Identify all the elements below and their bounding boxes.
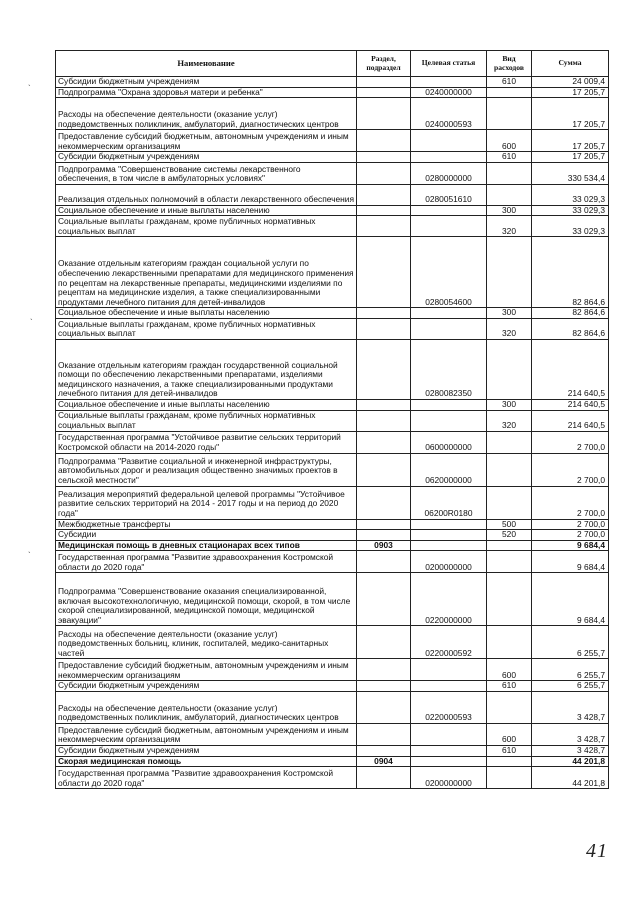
row-sum: 6 255,7 (532, 681, 609, 692)
row-name: Предоставление субсидий бюджетным, автономным учреждениям и иным некоммерческим организациям (56, 723, 357, 745)
row-target (411, 77, 487, 88)
row-section (357, 98, 411, 130)
row-expense-type (487, 691, 532, 723)
row-name: Оказание отдельным категориям граждан государственной социальной помощи по обеспечению лекарственными препаратами, изделиями медицинского назначения, а также специализированными продуктами лечебного питания для детей-инвалидов (56, 339, 357, 399)
table-row (56, 573, 609, 626)
row-target: 0200000000 (411, 767, 487, 789)
row-sum: 9 684,4 (532, 573, 609, 626)
table-row (56, 184, 609, 205)
row-target: 0280054600 (411, 237, 487, 308)
row-expense-type: 300 (487, 399, 532, 410)
row-expense-type (487, 339, 532, 399)
row-name: Субсидии (56, 530, 357, 541)
row-expense-type (487, 162, 532, 184)
table-body (56, 77, 609, 789)
table-row (56, 77, 609, 88)
row-section (357, 767, 411, 789)
row-section (357, 486, 411, 519)
row-sum: 33 029,3 (532, 205, 609, 216)
row-name: Социальное обеспечение и иные выплаты населению (56, 205, 357, 216)
margin-mark: ` (28, 551, 31, 560)
row-expense-type: 610 (487, 77, 532, 88)
row-section (357, 551, 411, 573)
row-sum: 33 029,3 (532, 184, 609, 205)
row-section (357, 87, 411, 98)
header-sum: Сумма (532, 51, 609, 77)
row-section (357, 318, 411, 339)
row-target: 0220000000 (411, 573, 487, 626)
row-target (411, 399, 487, 410)
row-section (357, 339, 411, 399)
row-sum: 2 700,0 (532, 519, 609, 530)
table-row (56, 399, 609, 410)
row-section: 0903 (357, 540, 411, 551)
row-section (357, 410, 411, 431)
table-row (56, 691, 609, 723)
row-expense-type (487, 540, 532, 551)
table-row (56, 130, 609, 152)
table-row (56, 530, 609, 541)
row-section (357, 162, 411, 184)
row-expense-type (487, 756, 532, 767)
row-target: 0240000593 (411, 98, 487, 130)
row-target (411, 152, 487, 163)
table-row (56, 756, 609, 767)
row-sum: 214 640,5 (532, 399, 609, 410)
table-row (56, 745, 609, 756)
row-section (357, 152, 411, 163)
row-section (357, 77, 411, 88)
row-expense-type (487, 551, 532, 573)
table-row (56, 540, 609, 551)
table-row (56, 98, 609, 130)
row-target: 0280082350 (411, 339, 487, 399)
row-sum: 214 640,5 (532, 410, 609, 431)
row-sum: 82 864,6 (532, 318, 609, 339)
row-name: Медицинская помощь в дневных стационарах всех типов (56, 540, 357, 551)
row-target: 0280000000 (411, 162, 487, 184)
row-expense-type (487, 767, 532, 789)
row-sum: 82 864,6 (532, 237, 609, 308)
row-target: 06200R0180 (411, 486, 487, 519)
row-target (411, 540, 487, 551)
budget-table (55, 50, 609, 789)
row-name: Социальное обеспечение и иные выплаты населению (56, 308, 357, 319)
row-section (357, 216, 411, 237)
page-number: 41 (586, 840, 608, 862)
row-sum: 6 255,7 (532, 626, 609, 659)
header-expense-type: Вид расходов (487, 51, 532, 77)
row-section (357, 453, 411, 486)
row-name: Межбюджетные трансферты (56, 519, 357, 530)
row-target (411, 756, 487, 767)
row-sum: 17 205,7 (532, 130, 609, 152)
row-target: 0280051610 (411, 184, 487, 205)
table-row (56, 767, 609, 789)
row-section (357, 691, 411, 723)
row-sum: 24 009,4 (532, 77, 609, 88)
table-row (56, 519, 609, 530)
table-row (56, 659, 609, 681)
row-expense-type: 600 (487, 659, 532, 681)
row-name: Подпрограмма "Совершенствование оказания специализированной, включая высокотехнологичную, медицинской помощи, скорой, в том числе скорой специализированной, медицинской помощи, медицинской эвакуации" (56, 573, 357, 626)
row-target (411, 308, 487, 319)
row-name: Расходы на обеспечение деятельности (оказание услуг) подведомственных поликлиник, амбулаторий, диагностических центров (56, 98, 357, 130)
row-expense-type (487, 184, 532, 205)
row-target: 0600000000 (411, 431, 487, 453)
row-name: Расходы на обеспечение деятельности (оказание услуг) подведомственных больниц, клиник, госпиталей, медико-санитарных частей (56, 626, 357, 659)
row-sum: 3 428,7 (532, 691, 609, 723)
row-name: Субсидии бюджетным учреждениям (56, 681, 357, 692)
row-name: Оказание отдельным категориям граждан социальной услуги по обеспечению лекарственными препаратами для медицинского применения по рецептам на лекарственные препараты, медицинскими изделиями по рецептам на медицинские изделия, а также специализированными продуктами лечебного питания для детей-инвалидов (56, 237, 357, 308)
row-expense-type (487, 98, 532, 130)
row-section (357, 745, 411, 756)
row-expense-type: 320 (487, 318, 532, 339)
row-section (357, 308, 411, 319)
row-name: Подпрограмма "Совершенствование системы лекарственного обеспечения, в том числе в амбулаторных условиях" (56, 162, 357, 184)
table-row (56, 486, 609, 519)
header-target: Целевая статья (411, 51, 487, 77)
row-sum: 2 700,0 (532, 530, 609, 541)
row-target (411, 130, 487, 152)
table-row (56, 308, 609, 319)
row-section (357, 723, 411, 745)
row-name: Реализация мероприятий федеральной целевой программы "Устойчивое развитие сельских территорий на 2014 - 2017 годы и на период до 2020 года" (56, 486, 357, 519)
table-row (56, 205, 609, 216)
row-target: 0220000593 (411, 691, 487, 723)
row-section (357, 205, 411, 216)
row-target (411, 410, 487, 431)
table-header-row (56, 51, 609, 77)
row-target (411, 723, 487, 745)
margin-mark: ` (30, 318, 33, 327)
row-sum: 82 864,6 (532, 308, 609, 319)
row-expense-type (487, 573, 532, 626)
row-name: Предоставление субсидий бюджетным, автономным учреждениям и иным некоммерческим организациям (56, 659, 357, 681)
row-target (411, 530, 487, 541)
row-name: Государственная программа "Устойчивое развитие сельских территорий Костромской области на 2014-2020 годы" (56, 431, 357, 453)
row-name: Социальное обеспечение и иные выплаты населению (56, 399, 357, 410)
row-sum: 17 205,7 (532, 98, 609, 130)
row-target: 0220000592 (411, 626, 487, 659)
row-expense-type: 300 (487, 308, 532, 319)
row-sum: 6 255,7 (532, 659, 609, 681)
row-sum: 17 205,7 (532, 152, 609, 163)
row-expense-type: 610 (487, 745, 532, 756)
row-expense-type: 500 (487, 519, 532, 530)
row-expense-type (487, 626, 532, 659)
table-row (56, 237, 609, 308)
row-expense-type: 610 (487, 681, 532, 692)
row-target (411, 318, 487, 339)
row-sum: 3 428,7 (532, 723, 609, 745)
row-name: Расходы на обеспечение деятельности (оказание услуг) подведомственных поликлиник, амбулаторий, диагностических центров (56, 691, 357, 723)
row-section (357, 626, 411, 659)
row-name: Социальные выплаты гражданам, кроме публичных нормативных социальных выплат (56, 410, 357, 431)
row-target (411, 681, 487, 692)
header-section: Раздел, подраздел (357, 51, 411, 77)
row-target (411, 216, 487, 237)
row-target: 0620000000 (411, 453, 487, 486)
table-row (56, 681, 609, 692)
row-sum: 3 428,7 (532, 745, 609, 756)
row-name: Социальные выплаты гражданам, кроме публичных нормативных социальных выплат (56, 318, 357, 339)
row-expense-type: 600 (487, 130, 532, 152)
row-target: 0200000000 (411, 551, 487, 573)
table-row (56, 723, 609, 745)
row-section (357, 573, 411, 626)
row-section (357, 399, 411, 410)
row-section (357, 681, 411, 692)
table-row (56, 626, 609, 659)
table-row (56, 453, 609, 486)
row-target (411, 745, 487, 756)
row-target (411, 659, 487, 681)
row-name: Социальные выплаты гражданам, кроме публичных нормативных социальных выплат (56, 216, 357, 237)
row-expense-type: 610 (487, 152, 532, 163)
row-name: Субсидии бюджетным учреждениям (56, 77, 357, 88)
row-name: Субсидии бюджетным учреждениям (56, 745, 357, 756)
row-sum: 9 684,4 (532, 540, 609, 551)
row-expense-type (487, 431, 532, 453)
table-row (56, 318, 609, 339)
row-expense-type: 600 (487, 723, 532, 745)
row-sum: 330 534,4 (532, 162, 609, 184)
row-sum: 2 700,0 (532, 453, 609, 486)
table-row (56, 410, 609, 431)
row-expense-type (487, 87, 532, 98)
margin-mark: ` (28, 84, 31, 93)
table-row (56, 87, 609, 98)
row-section (357, 184, 411, 205)
row-name: Скорая медицинская помощь (56, 756, 357, 767)
row-sum: 9 684,4 (532, 551, 609, 573)
row-name: Реализация отдельных полномочий в области лекарственного обеспечения (56, 184, 357, 205)
table-row (56, 152, 609, 163)
table-row (56, 551, 609, 573)
row-name: Предоставление субсидий бюджетным, автономным учреждениям и иным некоммерческим организациям (56, 130, 357, 152)
row-name: Субсидии бюджетным учреждениям (56, 152, 357, 163)
row-expense-type: 320 (487, 410, 532, 431)
row-expense-type: 300 (487, 205, 532, 216)
row-sum: 2 700,0 (532, 486, 609, 519)
row-section (357, 237, 411, 308)
row-name: Подпрограмма "Охрана здоровья матери и ребенка" (56, 87, 357, 98)
row-expense-type (487, 237, 532, 308)
row-sum: 33 029,3 (532, 216, 609, 237)
row-sum: 17 205,7 (532, 87, 609, 98)
row-section (357, 530, 411, 541)
row-name: Подпрограмма "Развитие социальной и инженерной инфраструктуры, автомобильных дорог и реализация общественно значимых проектов в сельской местности" (56, 453, 357, 486)
row-section: 0904 (357, 756, 411, 767)
table-row (56, 216, 609, 237)
row-target: 0240000000 (411, 87, 487, 98)
row-section (357, 659, 411, 681)
row-expense-type: 520 (487, 530, 532, 541)
row-section (357, 130, 411, 152)
table-row (56, 339, 609, 399)
row-sum: 44 201,8 (532, 767, 609, 789)
row-sum: 214 640,5 (532, 339, 609, 399)
row-sum: 2 700,0 (532, 431, 609, 453)
row-expense-type (487, 453, 532, 486)
row-target (411, 205, 487, 216)
row-name: Государственная программа "Развитие здравоохранения Костромской области до 2020 года" (56, 551, 357, 573)
row-section (357, 431, 411, 453)
row-name: Государственная программа "Развитие здравоохранения Костромской области до 2020 года" (56, 767, 357, 789)
table-row (56, 431, 609, 453)
header-name: Наименование (56, 51, 357, 77)
row-sum: 44 201,8 (532, 756, 609, 767)
row-expense-type: 320 (487, 216, 532, 237)
row-target (411, 519, 487, 530)
row-section (357, 519, 411, 530)
table-row (56, 162, 609, 184)
row-expense-type (487, 486, 532, 519)
